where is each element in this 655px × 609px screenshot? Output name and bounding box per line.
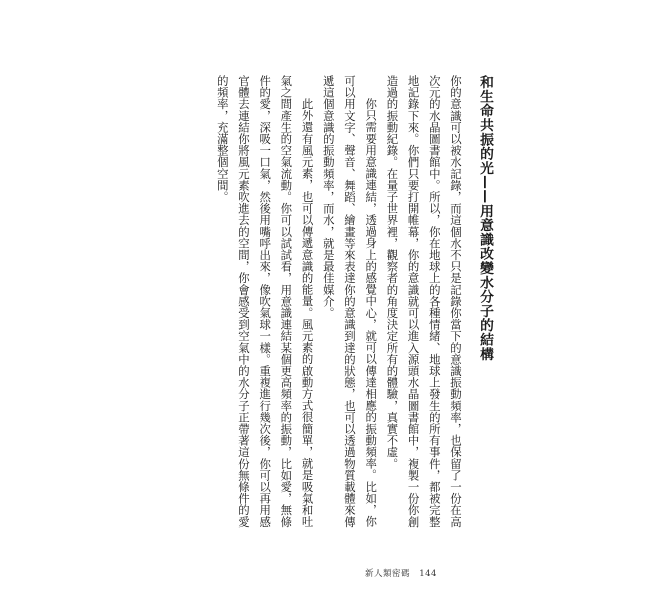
paragraph-1: 你的意識可以被水記錄，而這個水不只是記錄你當下的意識振動頻率，也保留了一份在高次元的水晶圖書館中。所以，你在地球上的各種情緒、地球上發生的所有事件，都被完整地記錄下來。你們只要打開帷幕，你的意識就可以進入源頭水晶圖書館中，複製一份你創造過的振動紀錄。在量子世界裡，觀察者的角度決定所有的體驗，真實不虛。 <box>385 75 463 528</box>
vertical-text-block <box>215 75 496 535</box>
page-footer <box>365 567 443 579</box>
paragraph-2: 你只需要用意識連結，透過身上的感覺中心，就可以傳達相應的振動頻率。比如，你可以用文字、聲音、舞蹈、繪畫等來表達你的意識到達的狀態，也可以透過物質載體來傳遞這個意識的振動頻率，而水，就是最佳媒介。 <box>321 75 379 528</box>
footer-book-title: 新人類密碼 <box>365 569 411 579</box>
paragraph-3: 此外還有風元素，也可以傳遞意識的能量。風元素的啟動方式很簡單，就是吸氣和吐氣之間產生的空氣流動。你可以試試看，用意識連結某個更高頻率的振動，比如愛，無條件的愛，深吸一口氣，然後用嘴呼出來，像吹氣球一樣。重複進行幾次後，你可以再用感官體去連結你將風元素吹進去的空間，你會感受到空氣中的水分子正帶著這份無條件的愛的頻率，充滿整個空間。 <box>215 75 315 528</box>
page-number: 144 <box>419 569 437 579</box>
chapter-title: 和生命共振的光——用意識改變水分子的結構 <box>477 75 493 361</box>
